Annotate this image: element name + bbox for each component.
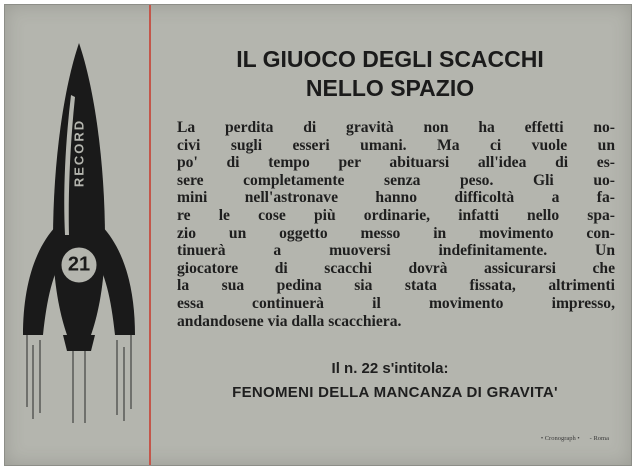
body-line: la sua pedina sia stata fissata, altrimenti — [177, 277, 615, 295]
body-line: sere completamente senza peso. Gli uo- — [177, 171, 615, 189]
body-line: andandosene via dalla scacchiera. — [177, 312, 402, 330]
body-line: zio un oggetto messo in movimento con- — [177, 224, 615, 242]
title-line: IL GIUOCO DEGLI SCACCHI — [236, 46, 544, 72]
body-line: La perdita di gravità non ha effetti no- — [177, 119, 615, 136]
red-divider-line — [149, 5, 151, 465]
printer-name: • Cronograph • — [540, 435, 580, 442]
body-line: civi sugli esseri umani. Ma ci vuole un — [177, 136, 615, 154]
next-card-title: FENOMENI DELLA MANCANZA DI GRAVITA' — [232, 384, 558, 401]
next-card-label: Il n. 22 s'intitola: — [331, 360, 449, 377]
printer-city: - Roma — [589, 435, 609, 442]
card-number-badge: 21 — [67, 253, 91, 276]
body-line: re le cose più ordinarie, infatti nello spa- — [177, 206, 615, 224]
title-line: NELLO SPAZIO — [305, 75, 475, 101]
body-line: po' di tempo per abituarsi all'idea di es- — [177, 154, 615, 172]
card-body-text — [177, 119, 615, 330]
printer-credit — [531, 435, 609, 442]
body-line: essa continuerà il movimento impresso, — [177, 294, 615, 312]
card-title — [155, 45, 625, 103]
body-line: giocatore di scacchi dovrà assicurarsi che — [177, 259, 615, 277]
body-line: mini nell'astronave hanno difficoltà a fa- — [177, 189, 615, 207]
rocket-illustration — [13, 35, 145, 425]
trading-card — [4, 4, 632, 466]
body-line: tinuerà a muoversi indefinitamente. Un — [177, 242, 615, 260]
brand-vertical-label: RECORD — [71, 118, 87, 188]
